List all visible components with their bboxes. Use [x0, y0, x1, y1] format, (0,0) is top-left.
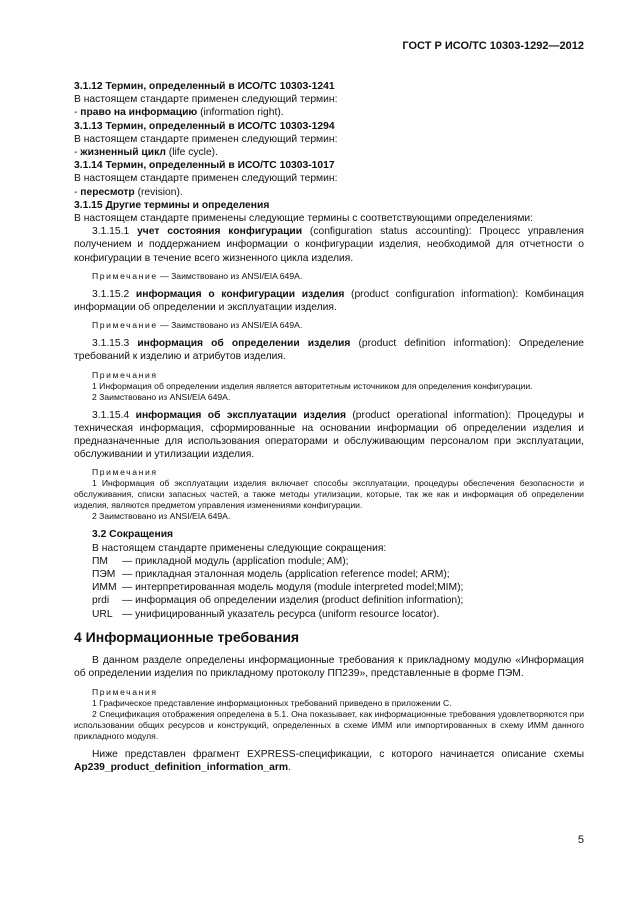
term-3-1-15-4: 3.1.15.4 информация об эксплуатации изделия (product operational information): Процедуры и техническая информация, сформированные на основании информации об определении изделия и предназначенные для использования операторами и обслуживающим персоналом при эксплуатации, обслуживании и утилизации изделия. — [74, 409, 585, 461]
term-3-1-15-3-note-1: 1 Информация об определении изделия является авторитетным источником для определения конфигурации. — [92, 380, 533, 391]
section-3-1-12-term: - право на информацию (information right). — [74, 107, 284, 119]
section-3-1-12-heading: 3.1.12 Термин, определенный в ИСО/ТС 10303-1241 — [74, 81, 335, 92]
section-3-1-13-intro: В настоящем стандарте применен следующий термин: — [74, 133, 338, 145]
section-3-2-heading: 3.2 Сокращения — [92, 529, 174, 541]
document-body — [74, 80, 584, 774]
section-3-1-14-intro: В настоящем стандарте применен следующий термин: — [74, 173, 338, 185]
section-3-1-13-term: - жизненный цикл (life cycle). — [74, 147, 218, 159]
abbreviation-row: ПЭМ — прикладная эталонная модель (application reference model; ARM); — [92, 569, 450, 581]
abbreviation-row: ПМ — прикладной модуль (application module; AM); — [92, 555, 349, 567]
page-number: 5 — [577, 834, 584, 846]
abbreviation-row: URL — унифицированный указатель ресурса (uniform resource locator). — [92, 608, 440, 620]
term-3-1-15-3: 3.1.15.3 информация об определении изделия (product definition information): Определение требований к изделию и атрибутов изделия. — [74, 338, 585, 363]
term-3-1-15-4-note-2: 2 Заимствовано из ANSI/EIA 649A. — [92, 511, 231, 522]
document-header: ГОСТ Р ИСО/ТС 10303-1292—2012 — [402, 40, 584, 52]
section-3-1-15-intro: В настоящем стандарте применены следующие термины с соответствующими определениями: — [74, 213, 534, 225]
abbreviation-row: prdi — информация об определении изделия (product definition information); — [92, 595, 464, 607]
term-3-1-15-4-notes-label: Примечания — [92, 467, 158, 478]
section-4-note-1: 1 Графическое представление информационных требований приведено в приложении С. — [92, 697, 452, 708]
term-3-1-15-1-note: Примечание — Заимствовано из ANSI/EIA 649A. — [92, 270, 303, 281]
section-4-final-paragraph: Ниже представлен фрагмент EXPRESS-спецификации, с которого начинается описание схемы Ap239_product_definition_information_arm. — [74, 748, 584, 773]
section-3-1-13-heading: 3.1.13 Термин, определенный в ИСО/ТС 10303-1294 — [74, 120, 335, 132]
section-3-1-12-intro: В настоящем стандарте применен следующий термин: — [74, 94, 338, 106]
term-3-1-15-4-note-1: 1 Информация об эксплуатации изделия включает способы эксплуатации, процедуры обеспечения безопасности и обслуживания, списки запасных частей, а также методы утилизации, которые, так же как и информация об определении изделия, являются предметом управления изменениями конфигурации. — [74, 478, 584, 511]
term-3-1-15-3-notes-label: Примечания — [92, 369, 158, 380]
section-4-note-2: 2 Спецификация отображения определена в 5.1. Она показывает, как информационные требования удовлетворяются при использовании общих ресурсов и конструкций, определенных в схеме ИММ или импортированных в схему ИММ данного прикладного модуля. — [74, 708, 584, 741]
section-3-1-15-heading: 3.1.15 Другие термины и определения — [74, 199, 270, 211]
section-4-notes-label: Примечания — [92, 686, 158, 697]
section-4-paragraph: В данном разделе определены информационные требования к прикладному модулю «Информация об определении изделия по прикладному протоколу ПП239», представленные в форме ПЭМ. — [74, 655, 584, 680]
abbreviation-row: ИММ — интерпретированная модель модуля (module interpreted model;MIM); — [92, 582, 464, 594]
section-3-1-14-term: - пересмотр (revision). — [74, 186, 183, 198]
term-3-1-15-2-note: Примечание — Заимствовано из ANSI/EIA 649A. — [92, 320, 303, 331]
term-3-1-15-1: 3.1.15.1 учет состояния конфигурации (configuration status accounting): Процесс управления получением и поддержанием информации о конфигурации изделия, необходимой для отчетности о конфигурации в течение всего жизненного цикла изделия. — [74, 226, 585, 264]
term-3-1-15-3-note-2: 2 Заимствовано из ANSI/EIA 649A. — [92, 391, 231, 402]
section-3-2-intro: В настоящем стандарте применены следующие сокращения: — [92, 542, 387, 554]
section-4-heading: 4 Информационные требования — [74, 628, 300, 645]
term-3-1-15-2: 3.1.15.2 информация о конфигурации изделия (product configuration information): Комбинация информации об определении и эксплуатации изделия. — [74, 288, 584, 314]
section-3-1-14-heading: 3.1.14 Термин, определенный в ИСО/ТС 10303-1017 — [74, 160, 335, 172]
